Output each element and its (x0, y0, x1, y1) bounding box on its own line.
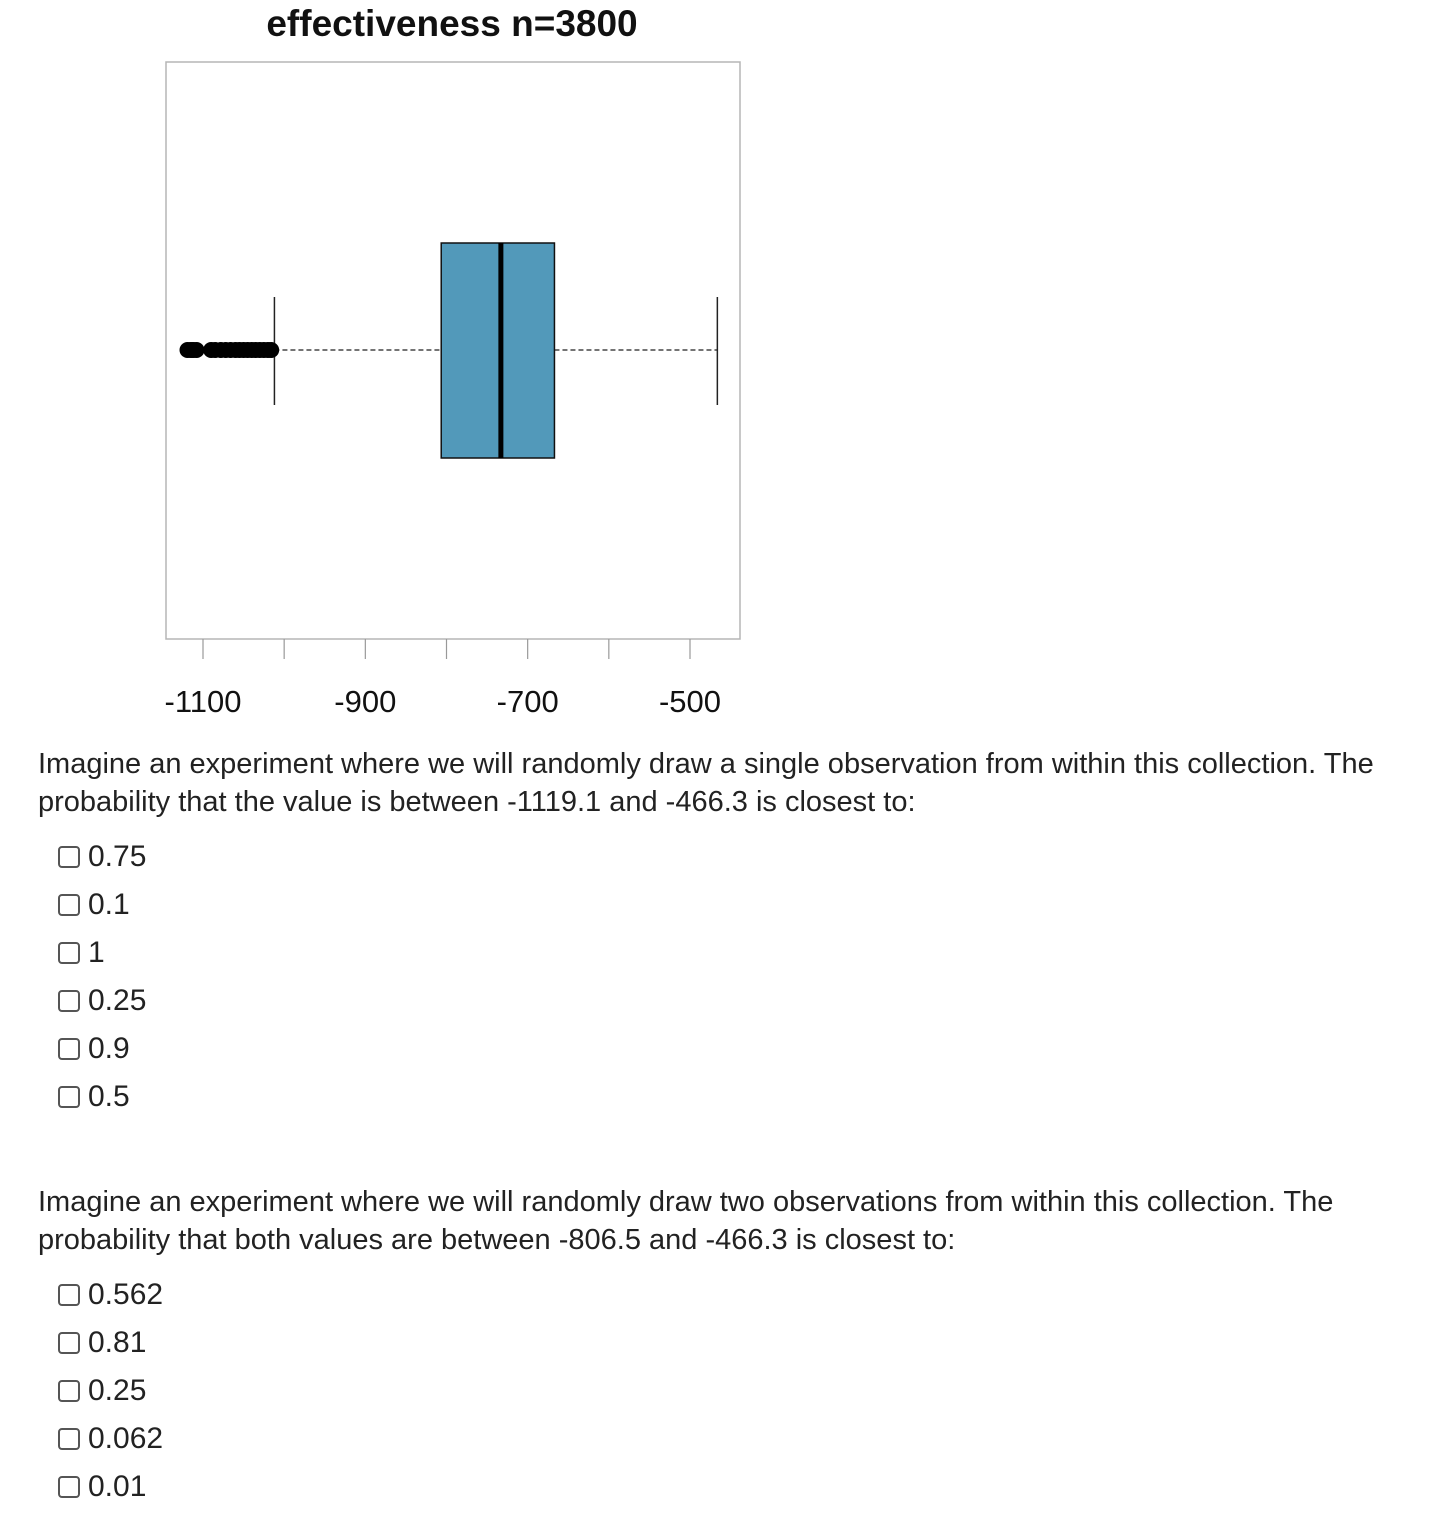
question-1 (38, 745, 1408, 1121)
answer-choice[interactable] (58, 1415, 1408, 1463)
answer-choice[interactable] (58, 833, 1408, 881)
answer-choice[interactable] (58, 1271, 1408, 1319)
checkbox[interactable] (58, 942, 80, 964)
answer-choice[interactable] (58, 1319, 1408, 1367)
answer-choice-label: 0.562 (88, 1278, 164, 1311)
answer-choice-label: 0.81 (88, 1326, 147, 1359)
answer-choice[interactable] (58, 1367, 1408, 1415)
answer-choice-label: 0.062 (88, 1422, 164, 1455)
outlier-point (263, 342, 279, 358)
question-2-prompt: Imagine an experiment where we will randomly draw two observations from within this collection. The probability that both values are between -806.5 and -466.3 is closest to: (38, 1186, 1334, 1256)
x-tick-label: -700 (496, 684, 559, 719)
answer-choice[interactable] (58, 929, 1408, 977)
checkbox[interactable] (58, 1380, 80, 1402)
question-2 (38, 1183, 1408, 1511)
question-2-options (38, 1271, 1408, 1511)
answer-choice-label: 0.75 (88, 840, 147, 873)
checkbox[interactable] (58, 1284, 80, 1306)
checkbox[interactable] (58, 1428, 80, 1450)
answer-choice-label: 0.25 (88, 984, 147, 1017)
checkbox[interactable] (58, 1476, 80, 1498)
answer-choice[interactable] (58, 1025, 1408, 1073)
question-1-prompt: Imagine an experiment where we will randomly draw a single observation from within this collection. The probability that the value is between -1119.1 and -466.3 is closest to: (38, 748, 1374, 818)
checkbox[interactable] (58, 990, 80, 1012)
checkbox[interactable] (58, 1086, 80, 1108)
answer-choice-label: 0.1 (88, 888, 130, 921)
question-1-options (38, 833, 1408, 1121)
answer-choice-label: 0.01 (88, 1470, 147, 1503)
answer-choice[interactable] (58, 977, 1408, 1025)
answer-choice-label: 0.5 (88, 1080, 130, 1113)
answer-choice-label: 0.9 (88, 1032, 130, 1065)
answer-choice[interactable] (58, 1463, 1408, 1511)
x-tick-label: -900 (334, 684, 397, 719)
answer-choice[interactable] (58, 1073, 1408, 1121)
checkbox[interactable] (58, 1332, 80, 1354)
boxplot-chart (0, 0, 760, 730)
iqr-box (441, 243, 554, 458)
answer-choice-label: 1 (88, 936, 105, 969)
answer-choice-label: 0.25 (88, 1374, 147, 1407)
answer-choice[interactable] (58, 881, 1408, 929)
outlier-point (189, 342, 205, 358)
x-tick-label: -500 (658, 684, 722, 719)
chart-title: effectiveness n=3800 (266, 3, 638, 44)
checkbox[interactable] (58, 894, 80, 916)
checkbox[interactable] (58, 846, 80, 868)
x-tick-label: -1100 (164, 684, 242, 719)
checkbox[interactable] (58, 1038, 80, 1060)
